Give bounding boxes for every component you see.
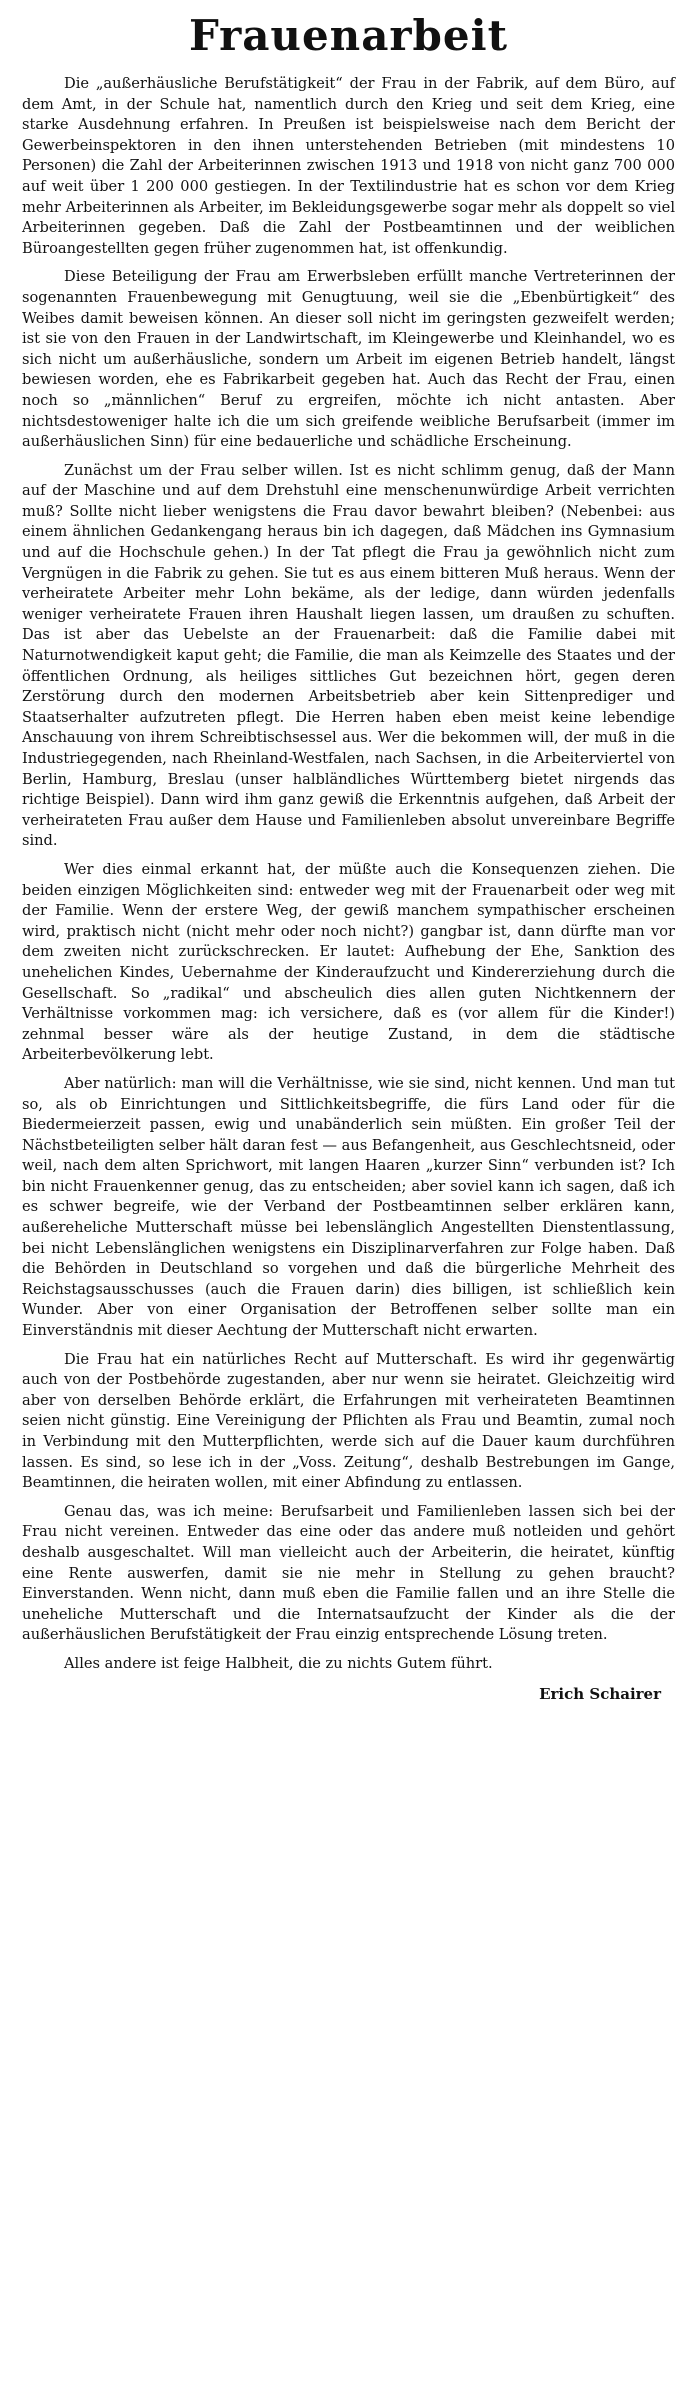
article-paragraph: Genau das, was ich meine: Berufsarbeit und Familienleben lassen sich bei der Frau nicht vereinen. Entweder das eine oder das andere muß notleiden und gehört deshalb ausgeschaltet. Will man vielleicht auch der Arbeiterin, die heiratet, künftig eine Rente auswerfen, damit sie nie mehr in Stellung zu gehen braucht? Einverstanden. Wenn nicht, dann muß eben die Familie fallen und an ihre Stelle die uneheliche Mutterschaft und die Internatsaufzucht der Kinder als die der außerhäuslichen Berufstätigkeit der Frau einzig entsprechende Lösung treten.	[22, 1502, 675, 1644]
article-paragraph: Alles andere ist feige Halbheit, die zu nichts Gutem führt.	[64, 1654, 493, 1672]
article-title: Frauenarbeit	[188, 11, 508, 60]
article-paragraph: Wer dies einmal erkannt hat, der müßte auch die Konsequenzen ziehen. Die beiden einzigen Möglichkeiten sind: entweder weg mit der Frauenarbeit oder weg mit der Familie. Wenn der erstere Weg, der gewiß manchem sympathischer erscheinen wird, praktisch nicht (nicht mehr oder noch nicht?) gangbar ist, dann dürfte man vor dem zweiten nicht zurückschrecken. Er lautet: Aufhebung der Ehe, Sanktion des unehelichen Kindes, Uebernahme der Kinderaufzucht und Kindererziehung durch die Gesellschaft. So „radikal“ und abscheulich dies allen guten Nichtkennern der Verhältnisse vorkommen mag: ich versichere, daß es (vor allem für die Kinder!) zehnmal besser wäre als der heutige Zustand, in dem die städtische Arbeiterbevölkerung lebt.	[22, 860, 675, 1064]
article-paragraph: Diese Beteiligung der Frau am Erwerbsleben erfüllt manche Vertreterinnen der sogenannten Frauenbewegung mit Genugtuung, weil sie die „Ebenbürtigkeit“ des Weibes damit beweisen können. An dieser soll nicht im geringsten gezweifelt werden; ist sie von den Frauen in der Landwirtschaft, im Kleingewerbe und Kleinhandel, wo es sich nicht um außerhäusliche, sondern um Arbeit im eigenen Betrieb handelt, längst bewiesen worden, ehe es Fabrikarbeit gegeben hat. Auch das Recht der Frau, einen noch so „männlichen“ Beruf zu ergreifen, möchte ich nicht antasten. Aber nichtsdestoweniger halte ich die um sich greifende weibliche Berufsarbeit (immer im außerhäuslichen Sinn) für eine bedauerliche und schädliche Erscheinung.	[22, 268, 675, 451]
article-paragraph: Die Frau hat ein natürliches Recht auf Mutterschaft. Es wird ihr gegenwärtig auch von der Postbehörde zugestanden, aber nur wenn sie heiratet. Gleichzeitig wird aber von derselben Behörde erklärt, die Erfahrungen mit verheirateten Beamtinnen seien nicht günstig. Eine Vereinigung der Pflichten als Frau und Beamtin, zumal noch in Verbindung mit den Mutterpflichten, werde sich auf die Dauer kaum durchführen lassen. Es sind, so lese ich in der „Voss. Zeitung“, deshalb Bestrebungen im Gange, Beamtinnen, die heiraten wollen, mit einer Abfindung zu entlassen.	[22, 1350, 675, 1492]
article-paragraph: Zunächst um der Frau selber willen. Ist es nicht schlimm genug, daß der Mann auf der Maschine und auf dem Drehstuhl eine menschenunwürdige Arbeit verrichten muß? Sollte nicht lieber wenigstens die Frau davor bewahrt bleiben? (Nebenbei: aus einem ähnlichen Gedankengang heraus bin ich dagegen, daß Mädchen ins Gymnasium und auf die Hochschule gehen.) In der Tat pflegt die Frau ja gewöhnlich nicht zum Vergnügen in die Fabrik zu gehen. Sie tut es aus einem bitteren Muß heraus. Wenn der verheiratete Arbeiter mehr Lohn bekäme, als der ledige, dann würden jedenfalls weniger verheiratete Frauen ihren Haushalt liegen lassen, um draußen zu schuften. Das ist aber das Uebelste an der Frauenarbeit: daß die Familie dabei mit Naturnotwendigkeit kaput geht; die Familie, die man als Keimzelle des Staates und der öffentlichen Ordnung, als heiliges sittliches Gut bezeichnen hört, gegen deren Zerstörung durch den modernen Arbeitsbetrieb aber kein Sittenprediger und Staatserhalter aufzutreten pflegt. Die Herren haben eben meist keine lebendige Anschauung von ihrem Schreibtischsessel aus. Wer die bekommen will, der muß in die Industriegegenden, nach Rheinland-Westfalen, nach Sachsen, in die Arbeiterviertel von Berlin, Hamburg, Breslau (unser halbländliches Württemberg bietet nirgends das richtige Beispiel). Dann wird ihm ganz gewiß die Erkenntnis aufgehen, daß Arbeit der verheirateten Frau außer dem Hause und Familienleben absolut unvereinbare Begriffe sind.	[22, 461, 675, 850]
article-paragraph: Aber natürlich: man will die Verhältnisse, wie sie sind, nicht kennen. Und man tut so, als ob Einrichtungen und Sittlichkeitsbegriffe, die fürs Land oder für die Biedermeierzeit passen, ewig und unabänderlich sein müßten. Ein großer Teil der Nächstbeteiligten selber hält daran fest — aus Befangenheit, aus Geschlechtsneid, oder weil, nach dem alten Sprichwort, mit langen Haaren „kurzer Sinn“ verbunden ist? Ich bin nicht Frauenkenner genug, das zu entscheiden; aber soviel kann ich sagen, daß ich es schwer begreife, wie der Verband der Postbeamtinnen selber erklären kann, außereheliche Mutterschaft müsse bei lebenslänglich Angestellten Dienstentlassung, bei nicht Lebenslänglichen wenigstens ein Disziplinarverfahren zur Folge haben. Daß die Behörden in Deutschland so vorgehen und daß die bürgerliche Mehrheit des Reichstagsausschusses (auch die Frauen darin) dies billigen, ist schließlich kein Wunder. Aber von einer Organisation der Betroffenen selber sollte man ein Einverständnis mit dieser Aechtung der Mutterschaft nicht erwarten.	[22, 1074, 675, 1340]
author-signature: Erich Schairer	[539, 1684, 661, 1703]
article-paragraph: Die „außerhäusliche Berufstätigkeit“ der Frau in der Fabrik, auf dem Büro, auf dem Amt, in der Schule hat, namentlich durch den Krieg und seit dem Krieg, eine starke Ausdehnung erfahren. In Preußen ist beispielsweise nach dem Bericht der Gewerbeinspektoren in den ihnen unterstehenden Betrieben (mit mindestens 10 Personen) die Zahl der Arbeiterinnen zwischen 1913 und 1918 von nicht ganz 700 000 auf weit über 1 200 000 gestiegen. In der Textilindustrie hat es schon vor dem Krieg mehr Arbeiterinnen als Arbeiter, im Bekleidungsgewerbe sogar mehr als doppelt so viel Arbeiterinnen gegeben. Daß die Zahl der Postbeamtinnen und der weiblichen Büroangestellten gegen früher zugenommen hat, ist offenkundig.	[22, 75, 675, 257]
